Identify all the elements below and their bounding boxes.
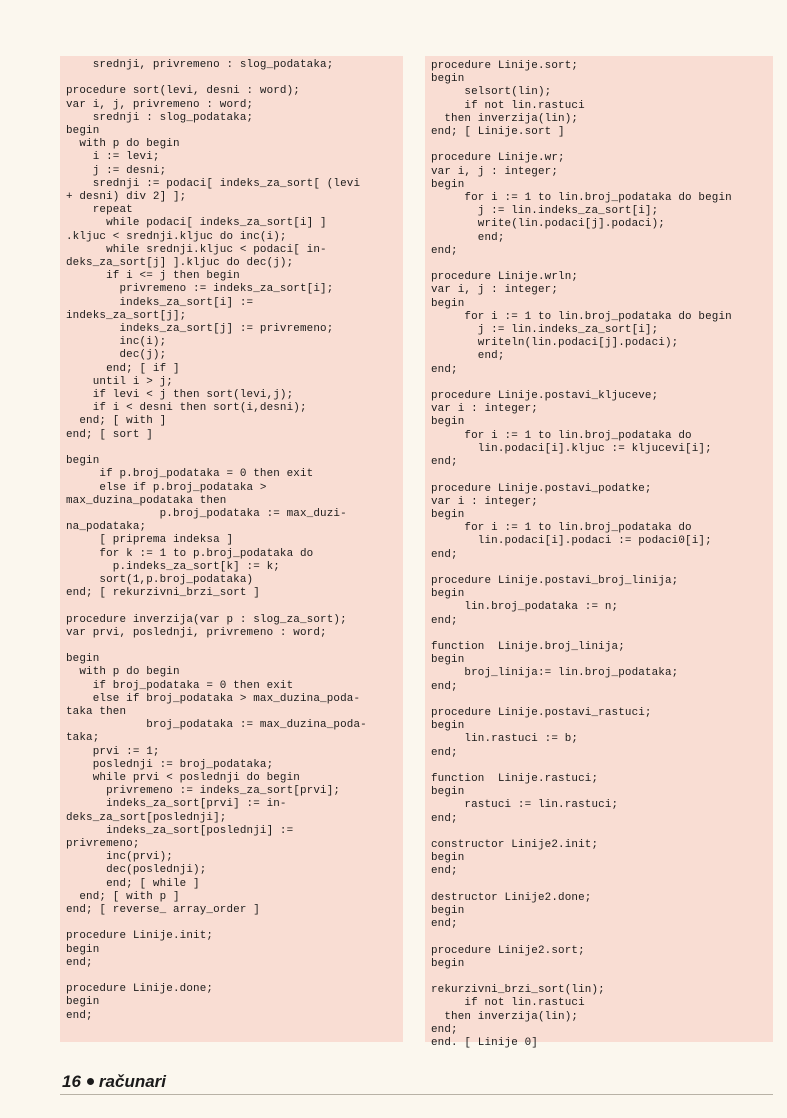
left-code-listing: srednji, privremeno : slog_podataka; procedure sort(levi, desni : word); var i, j, privremeno : word; srednji : slog_podataka; begin with p do begin i := levi; j := desni; srednji := podaci[ indeks_za_sort[ (levi + desni) div 2] ]; repeat while podaci[ indeks_za_sort[i] ] .kljuc < srednji.kljuc do inc(i); while srednji.kljuc < podaci[ in- deks_za_sort[j] ].kljuc do dec(j); if i <= j then begin privremeno := indeks_za_sort[i]; indeks_za_sort[i] := indeks_za_sort[j]; indeks_za_sort[j] := privremeno; inc(i); dec(j); end; [ if ] until i > j; if levi < j then sort(levi,j); if i < desni then sort(i,desni); end; [ with ] end; [ sort ] begin if p.broj_podataka = 0 then exit else if p.broj_podataka > max_duzina_podataka then p.broj_podataka := max_duzi- na_podataka; [ priprema indeksa ] for k := 1 to p.broj_podataka do p.indeks_za_sort[k] := k; sort(1,p.broj_podataka) end; [ rekurzivni_brzi_sort ] procedure inverzija(var p : slog_za_sort); var prvi, poslednji, privremeno : word; begin with p do begin if broj_podataka = 0 then exit else if broj_podataka > max_duzina_poda- taka then broj_podataka := max_duzina_poda- taka; prvi := 1; poslednji := broj_podataka; while prvi < poslednji do begin privremeno := indeks_za_sort[prvi]; indeks_za_sort[prvi] := in- deks_za_sort[poslednji]; indeks_za_sort[poslednji] := privremeno; inc(prvi); dec(poslednji); end; [ while ] end; [ with p ] end; [ reverse_ array_order ] procedure Linije.init; begin end; procedure Linije.done; begin end; xyxy=(66,59,367,1022)
page-footer xyxy=(62,1072,166,1092)
footer-divider xyxy=(60,1094,773,1095)
right-code-listing: procedure Linije.sort; begin selsort(lin); if not lin.rastuci then inverzija(lin); end; [ Linije.sort ] procedure Linije.wr; var i, j : integer; begin for i := 1 to lin.broj_podataka do begin j := lin.indeks_za_sort[i]; write(lin.podaci[j].podaci); end; end; procedure Linije.wrln; var i, j : integer; begin for i := 1 to lin.broj_podataka do begin j := lin.indeks_za_sort[i]; writeln(lin.podaci[j].podaci); end; end; procedure Linije.postavi_kljuceve; var i : integer; begin for i := 1 to lin.broj_podataka do lin.podaci[i].kljuc := kljucevi[i]; end; procedure Linije.postavi_podatke; var i : integer; begin for i := 1 to lin.broj_podataka do lin.podaci[i].podaci := podaci0[i]; end; procedure Linije.postavi_broj_linija; begin lin.broj_podataka := n; end; function Linije.broj_linija; begin broj_linija:= lin.broj_podataka; end; procedure Linije.postavi_rastuci; begin lin.rastuci := b; end; function Linije.rastuci; begin rastuci := lin.rastuci; end; constructor Linije2.init; begin end; destructor Linije2.done; begin end; procedure Linije2.sort; begin rekurzivni_brzi_sort(lin); if not lin.rastuci then inverzija(lin); end; end. [ Linije 0] xyxy=(431,60,732,1050)
magazine-name: računari xyxy=(98,1072,167,1091)
page-number: 16 xyxy=(62,1072,81,1091)
bullet-icon xyxy=(87,1078,94,1085)
right-code-column xyxy=(425,56,773,1050)
left-code-column xyxy=(60,56,403,1042)
